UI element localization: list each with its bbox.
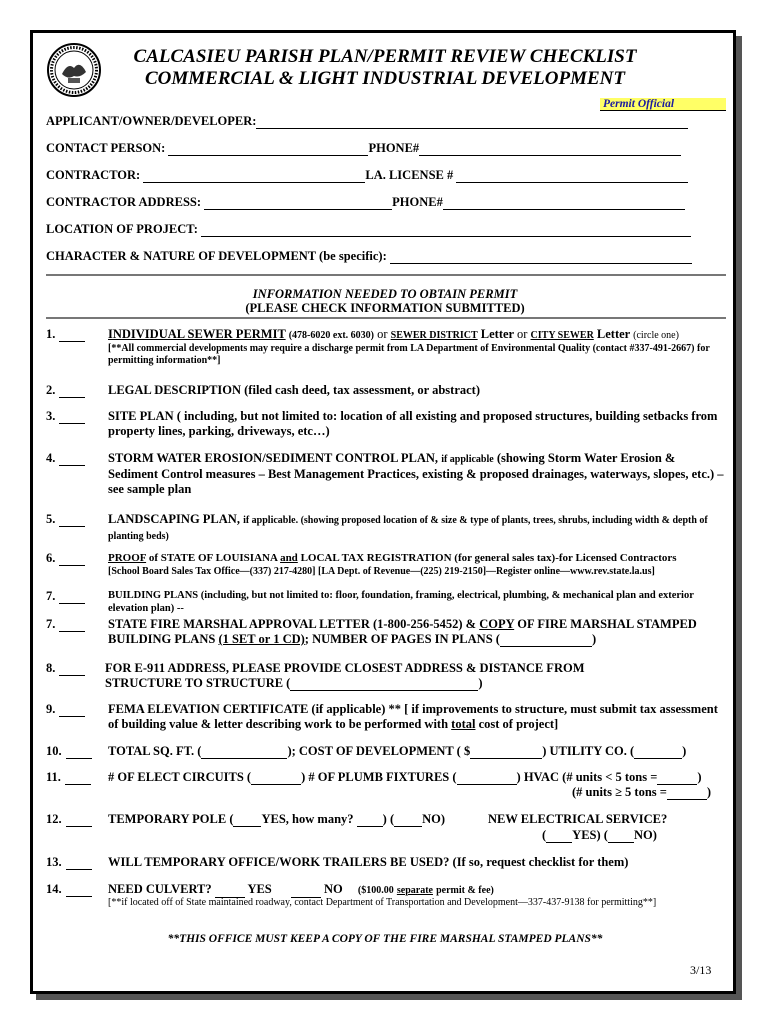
phone-input[interactable]	[419, 143, 681, 156]
info-heading: INFORMATION NEEDED TO OBTAIN PERMIT	[252, 287, 518, 301]
contractor-address-input[interactable]	[204, 197, 392, 210]
item-1-text: INDIVIDUAL SEWER PERMIT (478-6020 ext. 6030) or SEWER DISTRICT Letter or CITY SEWER Letter (circle one)	[108, 327, 679, 341]
applicant-input[interactable]	[256, 116, 688, 129]
item-4-number[interactable]: 4.	[46, 451, 85, 466]
item-12-electrical-choices: ( YES) ( NO)	[542, 828, 657, 842]
fixtures-input[interactable]	[457, 772, 517, 785]
item-7a-text: BUILDING PLANS (including, but not limited to: floor, foundation, framing, electrical, plumbing, & mechanical plan and exterior elevation plan) --	[108, 590, 694, 614]
contractor-input[interactable]	[143, 170, 365, 183]
item-9-text: FEMA ELEVATION CERTIFICATE (if applicable) ** [ if improvements to structure, must submit tax assessment of building value & letter describing work to be performed with total cost of project]	[108, 702, 718, 731]
item-2-number[interactable]: 2.	[46, 383, 85, 398]
contractor-address-row	[46, 195, 685, 210]
item-3-text: SITE PLAN ( including, but not limited to: location of all existing and proposed structures, building setbacks from property lines, parking, driveways, etc…)	[108, 409, 718, 438]
phone2-label: PHONE#	[392, 195, 443, 209]
divider-top	[46, 274, 726, 276]
phone2-input[interactable]	[443, 197, 685, 210]
item-5-text: LANDSCAPING PLAN, if applicable. (showing proposed location of & size & type of plants, trees, shrubs, including width & depth of planting beds)	[108, 512, 708, 542]
contact-label: CONTACT PERSON:	[46, 141, 166, 155]
pole-count-input[interactable]	[357, 814, 383, 827]
item-3-number[interactable]: 3.	[46, 409, 85, 424]
item-13-number[interactable]: 13.	[46, 855, 92, 870]
item-1-note: [**All commercial developments may require a discharge permit from LA Department of Environmental Quality (contact #337-491-2667) for permitting information**]	[108, 343, 710, 366]
title-line-2: COMMERCIAL & LIGHT INDUSTRIAL DEVELOPMENT	[145, 68, 625, 89]
item-12-electrical: NEW ELECTRICAL SERVICE?	[488, 812, 668, 826]
pole-yes-input[interactable]	[233, 814, 261, 827]
cost-input[interactable]	[470, 746, 542, 759]
utility-input[interactable]	[634, 746, 682, 759]
contractor-row	[46, 168, 688, 183]
item-2-text: LEGAL DESCRIPTION (filed cash deed, tax assessment, or abstract)	[108, 383, 480, 397]
info-subheading: (PLEASE CHECK INFORMATION SUBMITTED)	[245, 301, 525, 315]
item-4-text: STORM WATER EROSION/SEDIMENT CONTROL PLAN, if applicable (showing Storm Water Erosion & Sediment Control measures – Best Management Practices, existing & proposed drainages, waterways, slopes, etc.) – see sample plan	[108, 451, 724, 496]
divider-bottom	[46, 317, 726, 319]
pages-input[interactable]	[500, 634, 592, 647]
applicant-label: APPLICANT/OWNER/DEVELOPER:	[46, 114, 257, 128]
item-12-text: TEMPORARY POLE ( YES, how many? ) ( NO)	[108, 812, 446, 826]
phone-label: PHONE#	[368, 141, 420, 155]
location-row	[46, 222, 691, 237]
item-13-text: WILL TEMPORARY OFFICE/WORK TRAILERS BE USED? (If so, request checklist for them)	[108, 855, 629, 869]
license-label: LA. LICENSE #	[365, 168, 454, 182]
contractor-label: CONTRACTOR:	[46, 168, 141, 182]
item-5-number[interactable]: 5.	[46, 512, 85, 527]
sqft-input[interactable]	[201, 746, 287, 759]
applicant-row	[46, 114, 688, 129]
character-input[interactable]	[390, 251, 692, 264]
item-8-text: FOR E-911 ADDRESS, PLEASE PROVIDE CLOSEST ADDRESS & DISTANCE FROM STRUCTURE TO STRUCTURE ( )	[105, 661, 585, 690]
item-11-text: # OF ELECT CIRCUITS ( ) # OF PLUMB FIXTURES ( ) HVAC (# units < 5 tons = )	[108, 770, 702, 784]
location-label: LOCATION OF PROJECT:	[46, 222, 198, 236]
location-input[interactable]	[201, 224, 691, 237]
item-8-number[interactable]: 8.	[46, 661, 85, 676]
item-10-text: TOTAL SQ. FT. ( ); COST OF DEVELOPMENT ( $ ) UTILITY CO. ( )	[108, 744, 687, 758]
item-10-number[interactable]: 10.	[46, 744, 92, 759]
hvac-small-input[interactable]	[657, 772, 697, 785]
item-11-number[interactable]: 11.	[46, 770, 91, 785]
item-1-number[interactable]: 1.	[46, 327, 85, 342]
item-14-text: NEED CULVERT? YES NO ($100.00 separate permit & fee)	[108, 882, 494, 896]
item-6-text: PROOF of STATE OF LOUISIANA and LOCAL TAX REGISTRATION (for general sales tax)-for Licensed Contractors	[108, 552, 677, 564]
pole-no-input[interactable]	[394, 814, 422, 827]
item-6-number[interactable]: 6.	[46, 551, 85, 566]
hvac-large-input[interactable]	[667, 787, 707, 800]
character-row	[46, 249, 692, 264]
contact-input[interactable]	[168, 143, 368, 156]
permit-official-field[interactable]: Permit Official	[600, 98, 726, 111]
item-14-note: [**if located off of State maintained roadway, contact Department of Transportation and Development—337-437-9138 for permitting**]	[108, 897, 657, 908]
item-12-number[interactable]: 12.	[46, 812, 92, 827]
item-7b-number[interactable]: 7.	[46, 617, 85, 632]
item-7a-number[interactable]: 7.	[46, 589, 85, 604]
service-no-input[interactable]	[608, 830, 634, 843]
title-line-1: CALCASIEU PARISH PLAN/PERMIT REVIEW CHECKLIST	[133, 46, 637, 67]
item-11-hvac-large: (# units ≥ 5 tons = )	[572, 785, 712, 799]
item-9-number[interactable]: 9.	[46, 702, 85, 717]
contractor-address-label: CONTRACTOR ADDRESS:	[46, 195, 202, 209]
page-number: 3/13	[690, 963, 712, 977]
service-yes-input[interactable]	[546, 830, 572, 843]
circuits-input[interactable]	[251, 772, 301, 785]
item-7b-text: STATE FIRE MARSHAL APPROVAL LETTER (1-800-256-5452) & COPY OF FIRE MARSHAL STAMPED BUILDING PLANS (1 SET or 1 CD); NUMBER OF PAGES IN PLANS ( )	[108, 617, 697, 646]
contact-row	[46, 141, 681, 156]
footer-notice: **THIS OFFICE MUST KEEP A COPY OF THE FIRE MARSHAL STAMPED PLANS**	[167, 933, 603, 945]
item-6-note: [School Board Sales Tax Office—(337) 217-4280] [LA Dept. of Revenue—(225) 219-2150]—Register online—www.rev.state.la.us]	[108, 566, 655, 577]
license-input[interactable]	[456, 170, 688, 183]
item-14-number[interactable]: 14.	[46, 882, 92, 897]
e911-input[interactable]	[290, 678, 478, 691]
character-label: CHARACTER & NATURE OF DEVELOPMENT (be specific):	[46, 249, 387, 263]
